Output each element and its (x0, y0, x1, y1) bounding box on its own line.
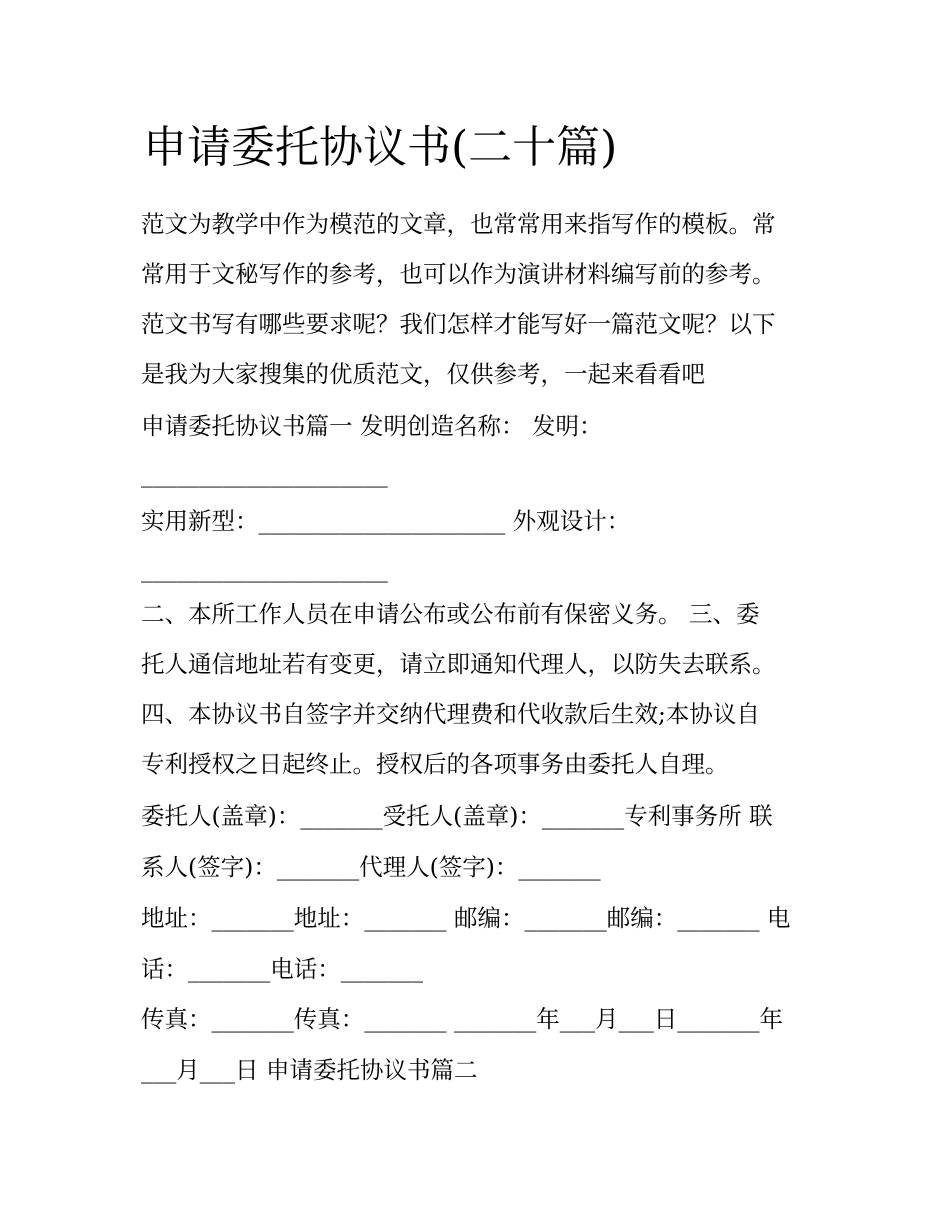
paragraph-line: 范文书写有哪些要求呢？我们怎样才能写好一篇范文呢？以下 (141, 310, 776, 338)
paragraph-line: 话：_______电话：_______ (141, 955, 423, 983)
document-title: 申请委托协议书(二十篇) (143, 122, 618, 173)
paragraph-line: 四、本协议书自签字并交纳代理费和代收款后生效;本协议自 (141, 700, 760, 728)
paragraph-line: 地址：_______地址：_______ 邮编：_______邮编：_______ 电 (141, 904, 791, 932)
paragraph-line: ___月___日 申请委托协议书篇二 (141, 1056, 478, 1084)
paragraph-line: 专利授权之日起终止。授权后的各项事务由委托人自理。 (141, 750, 729, 778)
blank-line: _____________________ (141, 460, 388, 488)
paragraph-line: 常用于文秘写作的参考，也可以作为演讲材料编写前的参考。 (141, 260, 776, 288)
paragraph-line: 托人通信地址若有变更，请立即通知代理人，以防失去联系。 (141, 650, 776, 678)
paragraph-line: 范文为教学中作为模范的文章，也常常用来指写作的模板。常 (141, 210, 776, 238)
paragraph-line: 系人(签字)：_______代理人(签字)：_______ (141, 853, 601, 881)
paragraph-line: 实用新型：_____________________ 外观设计： (141, 507, 631, 535)
paragraph-line: 委托人(盖章)：_______受托人(盖章)：_______专利事务所 联 (141, 802, 773, 830)
paragraph-line: 申请委托协议书篇一 发明创造名称： 发明： (141, 412, 603, 440)
blank-line: _____________________ (141, 555, 388, 583)
paragraph-line: 传真：_______传真：_______ _______年___月___日_______年 (141, 1005, 783, 1033)
paragraph-line: 是我为大家搜集的优质范文，仅供参考，一起来看看吧 (141, 360, 705, 388)
paragraph-line: 二、本所工作人员在申请公布或公布前有保密义务。 三、委 (141, 600, 760, 628)
